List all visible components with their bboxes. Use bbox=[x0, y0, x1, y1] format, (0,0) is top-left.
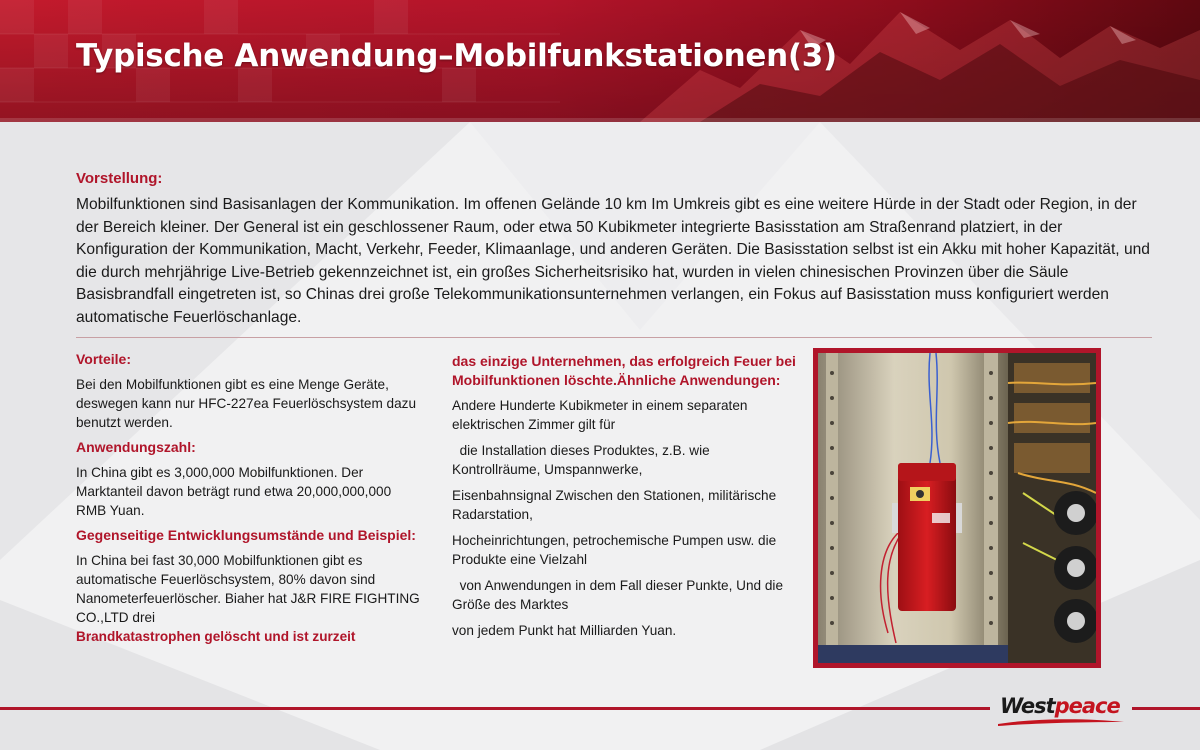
application-count-heading: Anwendungszahl: bbox=[76, 439, 196, 455]
similar-applications-paragraph: die Installation dieses Produktes, z.B. wie Kontrollräume, Umspannwerke, bbox=[452, 443, 714, 477]
mutual-development-body: In China bei fast 30,000 Mobilfunktionen gibt es automatische Feuerlöschsystem, 80% davon sind Nanometerfeuerlöscher. Biaher hat J&R FIRE FIGHTING CO.,LTD drei bbox=[76, 553, 420, 625]
mutual-development-text bbox=[76, 551, 421, 646]
similar-applications-paragraph: Eisenbahnsignal Zwischen den Stationen, militärische Radarstation, bbox=[452, 488, 777, 522]
similar-applications-heading: das einzige Unternehmen, das erfolgreich Feuer bei Mobilfunktionen löschte.Ähnliche Anwendungen: bbox=[452, 353, 796, 388]
advantages-heading: Vorteile: bbox=[76, 351, 131, 367]
logo-part-peace: peace bbox=[1054, 694, 1120, 718]
advantages-text: Bei den Mobilfunktionen gibt es eine Menge Geräte, deswegen kann nur HFC-227ea Feuerlöschsystem dazu benutzt werden. bbox=[76, 377, 417, 430]
base-station-photo bbox=[813, 348, 1101, 668]
footer-line-right bbox=[1132, 707, 1200, 710]
similar-applications-paragraph: Andere Hunderte Kubikmeter in einem separaten elektrischen Zimmer gilt für bbox=[452, 398, 748, 432]
logo-swoosh-icon bbox=[996, 716, 1126, 728]
section-divider bbox=[76, 337, 1152, 338]
middle-column bbox=[452, 352, 797, 647]
similar-applications-paragraph: von jedem Punkt hat Milliarden Yuan. bbox=[452, 623, 677, 638]
left-column bbox=[76, 350, 421, 646]
footer-line-left bbox=[0, 707, 990, 710]
application-count-text: In China gibt es 3,000,000 Mobilfunktionen. Der Marktanteil davon beträgt rund etwa 20,000,000,000 RMB Yuan. bbox=[76, 465, 392, 518]
westpeace-logo bbox=[1000, 694, 1120, 718]
similar-applications-paragraph: Hocheinrichtungen, petrochemische Pumpen usw. die Produkte eine Vielzahl bbox=[452, 533, 777, 567]
mutual-development-heading: Gegenseitige Entwicklungsumstände und Beispiel: bbox=[76, 527, 416, 543]
similar-applications-paragraph: von Anwendungen in dem Fall dieser Punkte, Und die Größe des Marktes bbox=[452, 578, 787, 612]
extinguisher-installation-image bbox=[818, 353, 1096, 663]
page-title: Typische Anwendung–Mobilfunkstationen(3) bbox=[76, 38, 837, 74]
intro-paragraph: Mobilfunktionen sind Basisanlagen der Kommunikation. Im offenen Gelände 10 km Im Umkreis gibt es eine weitere Hürde in der Stadt oder Region, in der der Bereich kleiner. Der General ist ein geschlossener Raum, oder etwa 50 Kubikmeter integrierte Basisstation am Straßenrand platziert, in der Konfiguration der Kommunikation, Macht, Verkehr, Feeder, Klimaanlage, und anderen Geräten. Die Basisstation selbst ist ein Akku mit hoher Kapazität, und die durch mehrjährige Live-Betrieb gekennzeichnet ist, ein großes Sicherheitsrisiko hat, wurden in vielen chinesischen Provinzen über die Säule Basisbrandfall eingetreten ist, so Chinas drei große Telekommunikationsunternehmen verlangen, ein Fokus auf Basisstation muss konfiguriert werden automatische Feuerlöschanlage. bbox=[76, 196, 1150, 326]
mutual-development-emphasis: Brandkatastrophen gelöscht und ist zurzeit bbox=[76, 629, 356, 644]
logo-part-west: West bbox=[1000, 694, 1055, 718]
intro-heading: Vorstellung: bbox=[76, 170, 163, 187]
